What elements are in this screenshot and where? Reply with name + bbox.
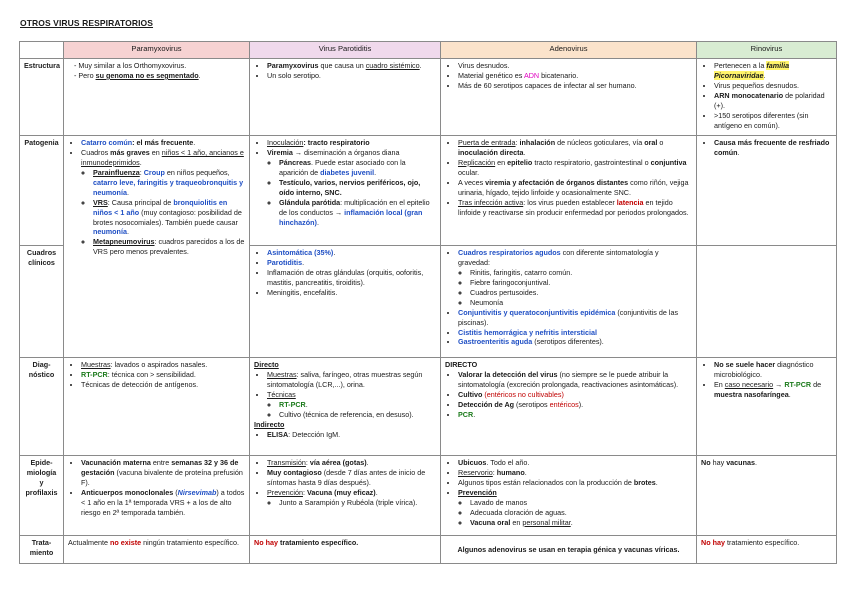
list-item: • Pertenecen a la familia Picornaviridae. xyxy=(714,61,832,81)
list-item: • Técnicas de detección de antígenos. xyxy=(81,380,245,390)
cell-epidemiologia-parotiditis xyxy=(250,456,441,536)
list-item: • Gastroenteritis aguda (serotipos diferentes). xyxy=(458,337,692,347)
cell-patogenia-rinovirus xyxy=(697,136,837,246)
list-item: • En caso necesario → RT-PCR de muestra nasofaríngea. xyxy=(714,380,832,400)
list-item: • Parotiditis. xyxy=(267,258,436,268)
list-item: • Vacunación materna entre semanas 32 y 36 de gestación (vacuna bivalente de proteína prefusión F). xyxy=(81,458,245,488)
list-item: • Causa más frecuente de resfriado común. xyxy=(714,138,832,158)
cell-tratamiento-adenovirus: Algunos adenovirus se usan en terapia génica y vacunas víricas. xyxy=(441,536,697,564)
list-item: ◦ Cuadros pertusoides. xyxy=(470,288,692,298)
list-item: ◦ Metapneumovirus: cuadros parecidos a los de VRS pero menos prevalentes. xyxy=(93,237,245,257)
list-item: ◦ Junto a Sarampión y Rubéola (triple vírica). xyxy=(279,498,436,508)
cell-patogenia-parotiditis xyxy=(250,136,441,246)
list-item: • Muestras: lavados o aspirados nasales. xyxy=(81,360,245,370)
cell-diagnostico-paramyxovirus xyxy=(64,358,250,456)
list-item: • Ubicuos. Todo el año. xyxy=(458,458,692,468)
list-item: • Muestras: saliva, faríngeo, otras muestras según sintomatología (LCR,...), orina. xyxy=(267,370,436,390)
list-item: • Tras infección activa: los virus pueden establecer latencia en tejido linfoide y reactivarse sin producir enfermedad por periodos prolongados. xyxy=(458,198,692,218)
list-item: ◦ Páncreas. Puede estar asociado con la aparición de diabetes juvenil. xyxy=(279,158,436,178)
list-item: ◦ Lavado de manos xyxy=(470,498,692,508)
list-item: • Valorar la detección del virus (no siempre se le puede atribuir la sintomatología (excreción prolongada, reactivaciones asintomáticas). xyxy=(458,370,692,390)
list-item: • Meningitis, encefalitis. xyxy=(267,288,436,298)
list-item: • >150 serotipos diferentes (sin antígeno en común). xyxy=(714,111,832,131)
cell-estructura-adenovirus xyxy=(441,59,697,136)
list-item: ◦ VRS: Causa principal de bronquiolitis en niños < 1 año (muy contagioso: posibilidad de brotes nosocomiales). También puede causar neumonía. xyxy=(93,198,245,238)
header-adenovirus: Adenovirus xyxy=(441,42,697,59)
list-item: • Cuadros respiratorios agudos con diferente sintomatología y gravedad: ◦ Rinitis, faringitis, catarro común. ◦ Fiebre faringoconjuntival. ◦ Cuadros pertusoides. ◦ Neumonía xyxy=(458,248,692,308)
list-item: • Cultivo (entéricos no cultivables) xyxy=(458,390,692,400)
rowhead-patogenia: Patogenia xyxy=(20,136,64,246)
label-indirecto: Indirecto xyxy=(254,419,285,429)
list-item: • Cistitis hemorrágica y nefritis intersticial xyxy=(458,328,692,338)
list-item: - Muy similar a los Orthomyxovirus. xyxy=(74,61,245,71)
row-estructura xyxy=(20,59,837,136)
header-row xyxy=(20,42,837,59)
header-corner xyxy=(20,42,64,59)
rowhead-estructura: Estructura xyxy=(20,59,64,136)
list-item: • Detección de Ag (serotipos entéricos). xyxy=(458,400,692,410)
list-item: • Muy contagioso (desde 7 días antes de inicio de síntomas hasta 9 días después). xyxy=(267,468,436,488)
cell-tratamiento-parotiditis: No hay tratamiento específico. xyxy=(250,536,441,564)
label-directo: Directo xyxy=(254,360,279,369)
list-item: • Paramyxovirus que causa un cuadro sistémico. xyxy=(267,61,436,71)
list-item: • Inoculación: tracto respiratorio xyxy=(267,138,436,148)
list-item: • RT-PCR: técnica con > sensibilidad. xyxy=(81,370,245,380)
list-item: • Más de 60 serotipos capaces de infectar al ser humano. xyxy=(458,81,692,91)
list-item: • Un solo serotipo. xyxy=(267,71,436,81)
list-item: - Pero su genoma no es segmentado. xyxy=(74,71,245,81)
list-item: • PCR. xyxy=(458,410,692,420)
list-item: ◦ Cultivo (técnica de referencia, en desuso). xyxy=(279,410,436,420)
rowhead-tratamiento: Trata- miento xyxy=(20,536,64,564)
cell-diagnostico-rinovirus xyxy=(697,358,837,456)
cell-epidemiologia-adenovirus xyxy=(441,456,697,536)
list-item: • A veces viremia y afectación de órganos distantes como riñón, vejiga urinaria, hígado, tejido linfoide y ocasionalmente SNC. xyxy=(458,178,692,198)
cell-estructura-parotiditis xyxy=(250,59,441,136)
list-item: ◦ Fiebre faringoconjuntival. xyxy=(470,278,692,288)
list-item: ◦ Vacuna oral en personal militar. xyxy=(470,518,692,528)
list-item: • Prevención: Vacuna (muy eficaz). ◦ Junto a Sarampión y Rubéola (triple vírica). xyxy=(267,488,436,508)
list-item: • Virus pequeños desnudos. xyxy=(714,81,832,91)
cell-estructura-rinovirus xyxy=(697,59,837,136)
list-item: • Catarro común: el más frecuente. xyxy=(81,138,245,148)
row-tratamiento xyxy=(20,536,837,564)
cell-diagnostico-parotiditis xyxy=(250,358,441,456)
list-item: • Virus desnudos. xyxy=(458,61,692,71)
list-item: • Inflamación de otras glándulas (orquitis, ooforitis, mastitis, pancreatitis, tiroiditis). xyxy=(267,268,436,288)
list-item: • Transmisión: vía aérea (gotas). xyxy=(267,458,436,468)
rowhead-cuadros-clinicos: Cuadros clínicos xyxy=(20,246,64,358)
list-item: • Anticuerpos monoclonales (Nirsevimab) a todos < 1 año en la 1ª temporada VRS + a los de alto riesgo en 2ª temporada también. xyxy=(81,488,245,518)
list-item: • Puerta de entrada: inhalación de núcleos goticulares, vía oral o inoculación directa. xyxy=(458,138,692,158)
label-directo-adeno: DIRECTO xyxy=(445,360,478,369)
row-patogenia xyxy=(20,136,837,246)
cell-patogenia-paramyxovirus xyxy=(64,136,250,358)
list-item: • Material genético es ADN bicatenario. xyxy=(458,71,692,81)
list-item: ◦ Glándula parótida: multiplicación en el epitelio de los conductos → inflamación local (gran hinchazón). xyxy=(279,198,436,228)
cell-diagnostico-adenovirus xyxy=(441,358,697,456)
cell-estructura-paramyxovirus xyxy=(64,59,250,136)
list-item: • Técnicas ◦ RT-PCR. ◦ Cultivo (técnica de referencia, en desuso). xyxy=(267,390,436,420)
list-item: • No se suele hacer diagnóstico microbiológico. xyxy=(714,360,832,380)
cell-epidemiologia-rinovirus: No hay vacunas. xyxy=(697,456,837,536)
header-virus-parotiditis: Virus Parotiditis xyxy=(250,42,441,59)
rowhead-epidemiologia: Epide- miología y profilaxis xyxy=(20,456,64,536)
list-item: • Reservorio: humano. xyxy=(458,468,692,478)
header-rinovirus: Rinovirus xyxy=(697,42,837,59)
page-title: OTROS VIRUS RESPIRATORIOS xyxy=(20,18,154,28)
cell-patogenia-adenovirus xyxy=(441,136,697,246)
rowhead-diagnostico: Diag- nóstico xyxy=(20,358,64,456)
list-item: • Asintomática (35%). xyxy=(267,248,436,258)
list-item: • Replicación en epitelio tracto respiratorio, gastrointestinal o conjuntiva ocular. xyxy=(458,158,692,178)
list-item: ◦ RT-PCR. xyxy=(279,400,436,410)
cell-clinicos-parotiditis xyxy=(250,246,441,358)
list-item: • Algunos tipos están relacionados con la producción de brotes. xyxy=(458,478,692,488)
list-item: ◦ Neumonía xyxy=(470,298,692,308)
list-item: • Prevención ◦ Lavado de manos ◦ Adecuada cloración de aguas. ◦ Vacuna oral en personal militar. xyxy=(458,488,692,528)
row-epidemiologia xyxy=(20,456,837,536)
list-item: ◦ Testículo, varios, nervios periféricos, ojo, oído interno, SNC. xyxy=(279,178,436,198)
list-item: • Viremia → diseminación a órganos diana ◦ Páncreas. Puede estar asociado con la aparición de diabetes juvenil. ◦ Testículo, varios, nervios periféricos, ojo, oído interno, SNC. ◦ Glándula parótida: multiplicación en el epitelio de los conductos → inflamación local (gran hinchazón). xyxy=(267,148,436,228)
cell-clinicos-rinovirus xyxy=(697,246,837,358)
cell-tratamiento-rinovirus: No hay tratamiento específico. xyxy=(697,536,837,564)
virus-table xyxy=(19,41,837,564)
cell-epidemiologia-paramyxovirus xyxy=(64,456,250,536)
list-item: • ELISA: Detección IgM. xyxy=(267,430,436,440)
row-diagnostico xyxy=(20,358,837,456)
header-paramyxovirus: Paramyxovirus xyxy=(64,42,250,59)
list-item: ◦ Adecuada cloración de aguas. xyxy=(470,508,692,518)
cell-tratamiento-paramyxovirus: Actualmente no existe ningún tratamiento específico. xyxy=(64,536,250,564)
cell-clinicos-adenovirus xyxy=(441,246,697,358)
list-item: ◦ Rinitis, faringitis, catarro común. xyxy=(470,268,692,278)
list-item: • Conjuntivitis y queratoconjuntivitis epidémica (conjuntivitis de las piscinas). xyxy=(458,308,692,328)
list-item: • ARN monocatenario de polaridad (+). xyxy=(714,91,832,111)
list-item: • Cuadros más graves en niños < 1 año, ancianos e inmunodeprimidos. ◦ Parainfluenza: Croup en niños pequeños, catarro leve, faringitis y traqueobronquitis y neumonía. ◦ VRS: Causa principal de bronquiolitis en niños < 1 año (muy contagioso: posibilidad de brotes nosocomiales). También puede causar neumonía. ◦ Metapneumovirus: cuadros parecidos a los de VRS pero menos prevalentes. xyxy=(81,148,245,257)
list-item: ◦ Parainfluenza: Croup en niños pequeños, catarro leve, faringitis y traqueobronquitis y neumonía. xyxy=(93,168,245,198)
